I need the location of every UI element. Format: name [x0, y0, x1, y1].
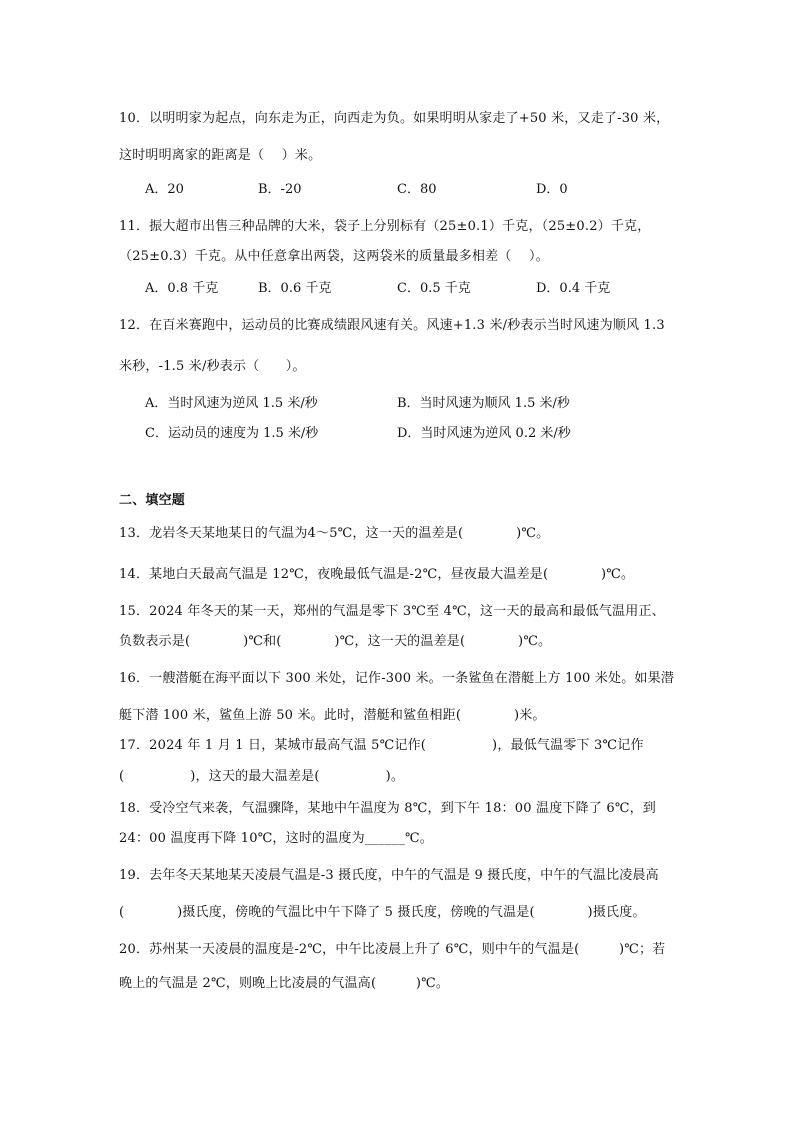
q11-option-d: D．0.4 千克: [536, 281, 611, 296]
q12-line2: 米秒，-1.5 米/秒表示（ ）。: [119, 359, 306, 374]
q10-option-d: D．0: [536, 182, 568, 197]
q10-option-b: B．-20: [258, 182, 302, 197]
q11-line1: 11．振大超市出售三种品牌的大米，袋子上分别标有（25±0.1）千克，（25±0.2）千克，: [119, 219, 651, 234]
q12-option-c: C．运动员的速度为 1.5 米/秒: [145, 426, 319, 441]
q12-option-a: A．当时风速为逆风 1.5 米/秒: [145, 396, 318, 411]
q15-line1: 15．2024 年冬天的某一天，郑州的气温是零下 3℃至 4℃，这一天的最高和最低气温用正、: [119, 604, 665, 619]
q11-option-c: C．0.5 千克: [397, 281, 471, 296]
q11-line2: （25±0.3）千克。从中任意拿出两袋，这两袋米的质量最多相差（ ）。: [119, 249, 549, 264]
q11-option-a: A．0.8 千克: [145, 281, 219, 296]
q10-line2: 这时明明离家的距离是（ ）米。: [119, 148, 322, 163]
q18-line2: 24：00 温度再下降 10℃，这时的温度为______℃。: [119, 831, 433, 846]
q19-line2: ( )摄氏度，傍晚的气温比中午下降了 5 摄氏度，傍晚的气温是( )摄氏度。: [119, 905, 646, 920]
q10-line1: 10．以明明家为起点，向东走为正，向西走为负。如果明明从家走了+50 米，又走了-30 米，: [119, 111, 670, 126]
q17-line1: 17．2024 年 1 月 1 日，某城市最高气温 5℃记作( )，最低气温零下 3℃记作: [119, 738, 644, 753]
q10-option-c: C．80: [397, 182, 437, 197]
q13: 13．龙岩冬天某地某日的气温为4～5℃，这一天的温差是( )℃。: [119, 526, 550, 541]
q20-line2: 晚上的气温是 2℃，则晚上比凌晨的气温高( )℃。: [119, 976, 450, 991]
q20-line1: 20．苏州某一天凌晨的温度是-2℃，中午比凌晨上升了 6℃，则中午的气温是( )℃；若: [119, 942, 666, 957]
q12-option-d: D．当时风速为逆风 0.2 米/秒: [397, 426, 571, 441]
q14: 14．某地白天最高气温是 12℃，夜晚最低气温是-2℃，昼夜最大温差是( )℃。: [119, 567, 635, 582]
q11-option-b: B．0.6 千克: [258, 281, 332, 296]
q15-line2: 负数表示是( )℃和( )℃，这一天的温差是( )℃。: [119, 634, 552, 649]
q10-option-a: A．20: [145, 182, 184, 197]
q12-option-b: B．当时风速为顺风 1.5 米/秒: [397, 396, 570, 411]
q12-line1: 12．在百米赛跑中，运动员的比赛成绩跟风速有关。风速+1.3 米/秒表示当时风速为顺风 1.3: [119, 318, 665, 333]
q19-line1: 19．去年冬天某地某天凌晨气温是-3 摄氏度，中午的气温是 9 摄氏度，中午的气温比凌晨高: [119, 868, 659, 883]
q17-line2: ( )，这天的最大温差是( )。: [119, 769, 405, 784]
q16-line1: 16．一艘潜艇在海平面以下 300 米处，记作-300 米。一条鲨鱼在潜艇上方 100 米处。如果潜: [119, 671, 675, 686]
section-heading-fill-in: 二、填空题: [119, 493, 186, 508]
q18-line1: 18．受冷空气来袭，气温骤降，某地中午温度为 8℃，到下午 18：00 温度下降了 6℃，到: [119, 801, 656, 816]
q16-line2: 艇下潜 100 米，鲨鱼上游 50 米。此时，潜艇和鲨鱼相距( )米。: [119, 708, 546, 723]
